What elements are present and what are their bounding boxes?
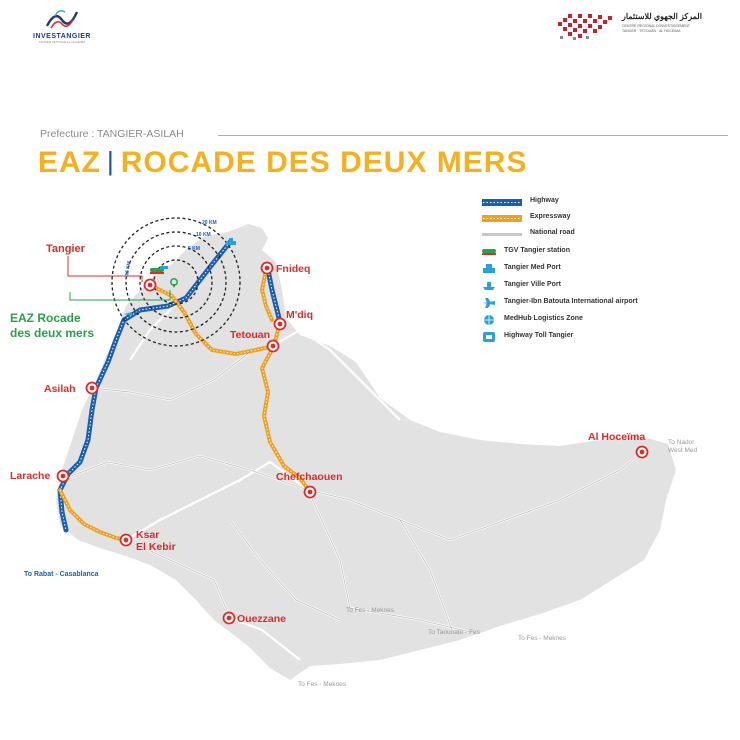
legend-label: Tangier Med Port xyxy=(504,264,561,271)
map-legend xyxy=(482,196,722,346)
city-label-ksar: Ksar xyxy=(136,529,160,541)
legend-label: Tangier-Ibn Batouta International airport xyxy=(504,298,638,305)
cri-line-2: TANGER · TÉTOUAN · AL HOCEIMA xyxy=(622,29,681,33)
legend-highway xyxy=(482,196,722,210)
ship-icon xyxy=(160,266,168,269)
note-rabat: To Rabat - Casablanca xyxy=(24,571,99,578)
city-label-alhoceima: Al Hoceïma xyxy=(588,431,646,443)
legend-label: TGV Tangier station xyxy=(504,247,570,254)
city-label-larache: Larache xyxy=(10,470,51,482)
title-left: EAZ xyxy=(38,146,101,179)
city-marker-tetouan xyxy=(268,341,279,352)
city-marker-larache xyxy=(58,471,69,482)
city-marker-chefchaouen xyxy=(305,487,316,498)
legend-toll xyxy=(482,331,722,345)
legend-tangier-med-port xyxy=(482,263,722,277)
cri-arabic-name: المركز الجهوي للاستثمار xyxy=(622,12,702,21)
title-separator: | xyxy=(107,146,115,176)
ship-icon xyxy=(482,280,496,292)
toll-icon xyxy=(482,331,496,343)
legend-label: Expressway xyxy=(530,213,571,220)
legend-airport xyxy=(482,297,722,311)
city-marker-ksar xyxy=(121,535,132,546)
city-marker-asilah xyxy=(87,383,98,394)
city-label-fnideq: Fnideq xyxy=(276,263,311,275)
legend-national-road xyxy=(482,228,722,242)
city-marker-tangier xyxy=(145,280,156,291)
national-road-swatch xyxy=(482,231,522,238)
legend-expressway xyxy=(482,212,722,226)
note-fes-4: To Fes - Meknes xyxy=(298,681,347,688)
highway-swatch xyxy=(482,199,522,206)
globe-icon xyxy=(482,314,496,326)
city-marker-ouezzane xyxy=(224,613,235,624)
note-nador-2: West Med xyxy=(668,447,698,454)
ring-label: 10 KM xyxy=(196,232,211,238)
ring-label: 15 KM xyxy=(124,260,133,277)
city-label-elkebir: El Kebir xyxy=(136,541,176,553)
expressway-swatch xyxy=(482,215,522,222)
legend-label: MedHub Logistics Zone xyxy=(504,315,583,322)
legend-label: National road xyxy=(530,229,575,236)
airplane-icon xyxy=(482,297,496,309)
logo-wordmark: INVESTANGIER xyxy=(33,33,91,40)
legend-label: Highway xyxy=(530,197,559,204)
city-marker-alhoceima xyxy=(637,447,648,458)
city-marker-fnideq xyxy=(262,263,273,274)
city-label-chefchaouen: Chefchaouen xyxy=(276,471,343,483)
eaz-label xyxy=(10,311,94,340)
legend-tgv xyxy=(482,246,722,260)
city-marker-mdiq xyxy=(275,319,286,330)
city-label-mdiq: M'diq xyxy=(286,309,313,321)
eaz-label-line2: des deux mers xyxy=(10,326,95,340)
legend-label: Highway Toll Tangier xyxy=(504,332,574,339)
cri-line-1: CENTRE RÉGIONAL D'INVESTISSEMENT xyxy=(622,24,691,28)
city-label-asilah: Asilah xyxy=(44,383,76,395)
note-fes-2: To Taounate - Fes xyxy=(428,629,480,636)
city-label-tangier: Tangier xyxy=(46,243,85,255)
logo-tagline: TANGER TETOUAN AL HOCEIMA xyxy=(38,40,86,44)
note-fes-3: To Fes - Meknes xyxy=(518,635,567,642)
legend-tangier-ville-port xyxy=(482,280,722,294)
ship-icon xyxy=(482,263,496,275)
legend-label: Tangier Ville Port xyxy=(504,281,561,288)
legend-medhub xyxy=(482,314,722,328)
ring-label: 5 KM xyxy=(188,246,200,252)
note-nador-1: To Nador xyxy=(668,439,695,446)
eaz-label-line1: EAZ Rocade xyxy=(10,311,81,325)
city-label-ouezzane: Ouezzane xyxy=(237,613,287,625)
train-icon xyxy=(482,246,496,258)
note-fes-1: To Fes - Meknes xyxy=(346,607,395,614)
city-label-tetouan: Tetouan xyxy=(230,329,271,341)
title-right: ROCADE DES DEUX MERS xyxy=(120,146,528,179)
prefecture-label: Prefecture : TANGIER-ASILAH xyxy=(40,128,184,140)
ring-label: 20 KM xyxy=(202,220,217,226)
